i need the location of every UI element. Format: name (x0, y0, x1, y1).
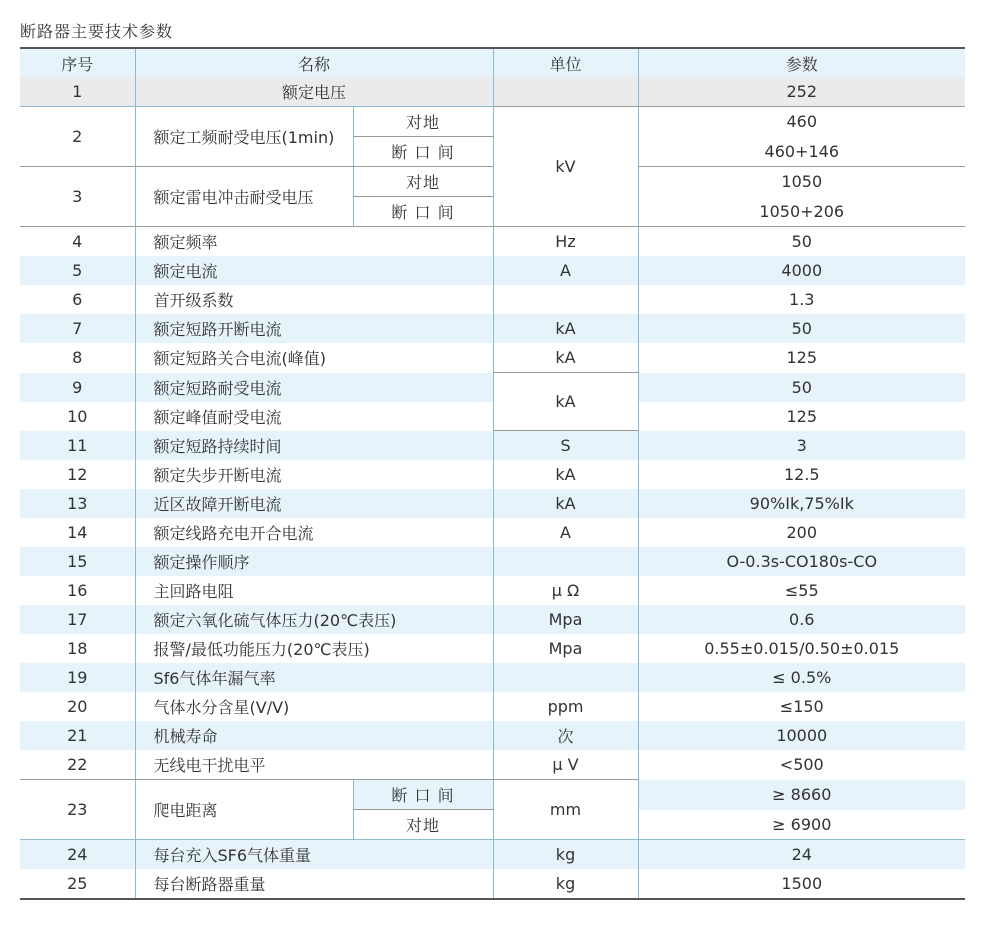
table-row: 24 每台充入SF6气体重量 kg 24 (20, 840, 965, 870)
table-row: 6 首开级系数 1.3 (20, 285, 965, 314)
table-row: 25 每台断路器重量 kg 1500 (20, 869, 965, 899)
header-param: 参数 (638, 48, 965, 77)
table-row: 23 爬电距离 断 口 间 mm ≥ 8660 (20, 780, 965, 810)
table-row: 断 口 间 1050+206 (20, 197, 965, 227)
header-index: 序号 (20, 48, 135, 77)
table-row: 1 额定电压 252 (20, 77, 965, 107)
table-row: 11 额定短路持续时间 S 3 (20, 431, 965, 461)
table-row: 10 额定峰值耐受电流 125 (20, 402, 965, 431)
table-row: 对地 ≥ 6900 (20, 810, 965, 840)
spec-table (20, 47, 965, 900)
table-row: 22 无线电干扰电平 μ V <500 (20, 750, 965, 780)
table-row: 16 主回路电阻 μ Ω ≤55 (20, 576, 965, 605)
table-row: 8 额定短路关合电流(峰值) kA 125 (20, 343, 965, 373)
table-row: 14 额定线路充电开合电流 A 200 (20, 518, 965, 547)
table-row: 17 额定六氧化硫气体压力(20℃表压) Mpa 0.6 (20, 605, 965, 634)
table-row: 20 气体水分含星(V/V) ppm ≤150 (20, 692, 965, 721)
page-title: 断路器主要技术参数 (20, 22, 174, 41)
table-row: 13 近区故障开断电流 kA 90%Ik,75%Ik (20, 489, 965, 518)
table-row: 21 机械寿命 次 10000 (20, 721, 965, 750)
table-row: 19 Sf6气体年漏气率 ≤ 0.5% (20, 663, 965, 692)
header-unit: 单位 (493, 48, 638, 77)
table-row: 4 额定频率 Hz 50 (20, 227, 965, 257)
table-row: 3 额定雷电冲击耐受电压 对地 1050 (20, 167, 965, 197)
table-header-row (20, 48, 965, 77)
table-row: 断 口 间 460+146 (20, 137, 965, 167)
table-row: 5 额定电流 A 4000 (20, 256, 965, 285)
table-row: 2 额定工频耐受电压(1min) 对地 kV 460 (20, 107, 965, 137)
table-row: 9 额定短路耐受电流 kA 50 (20, 373, 965, 402)
table-row: 18 报警/最低功能压力(20℃表压) Mpa 0.55±0.015/0.50±0.015 (20, 634, 965, 663)
table-row: 7 额定短路开断电流 kA 50 (20, 314, 965, 343)
header-name: 名称 (135, 48, 493, 77)
table-row: 15 额定操作顺序 O-0.3s-CO180s-CO (20, 547, 965, 576)
table-row: 12 额定失步开断电流 kA 12.5 (20, 460, 965, 489)
